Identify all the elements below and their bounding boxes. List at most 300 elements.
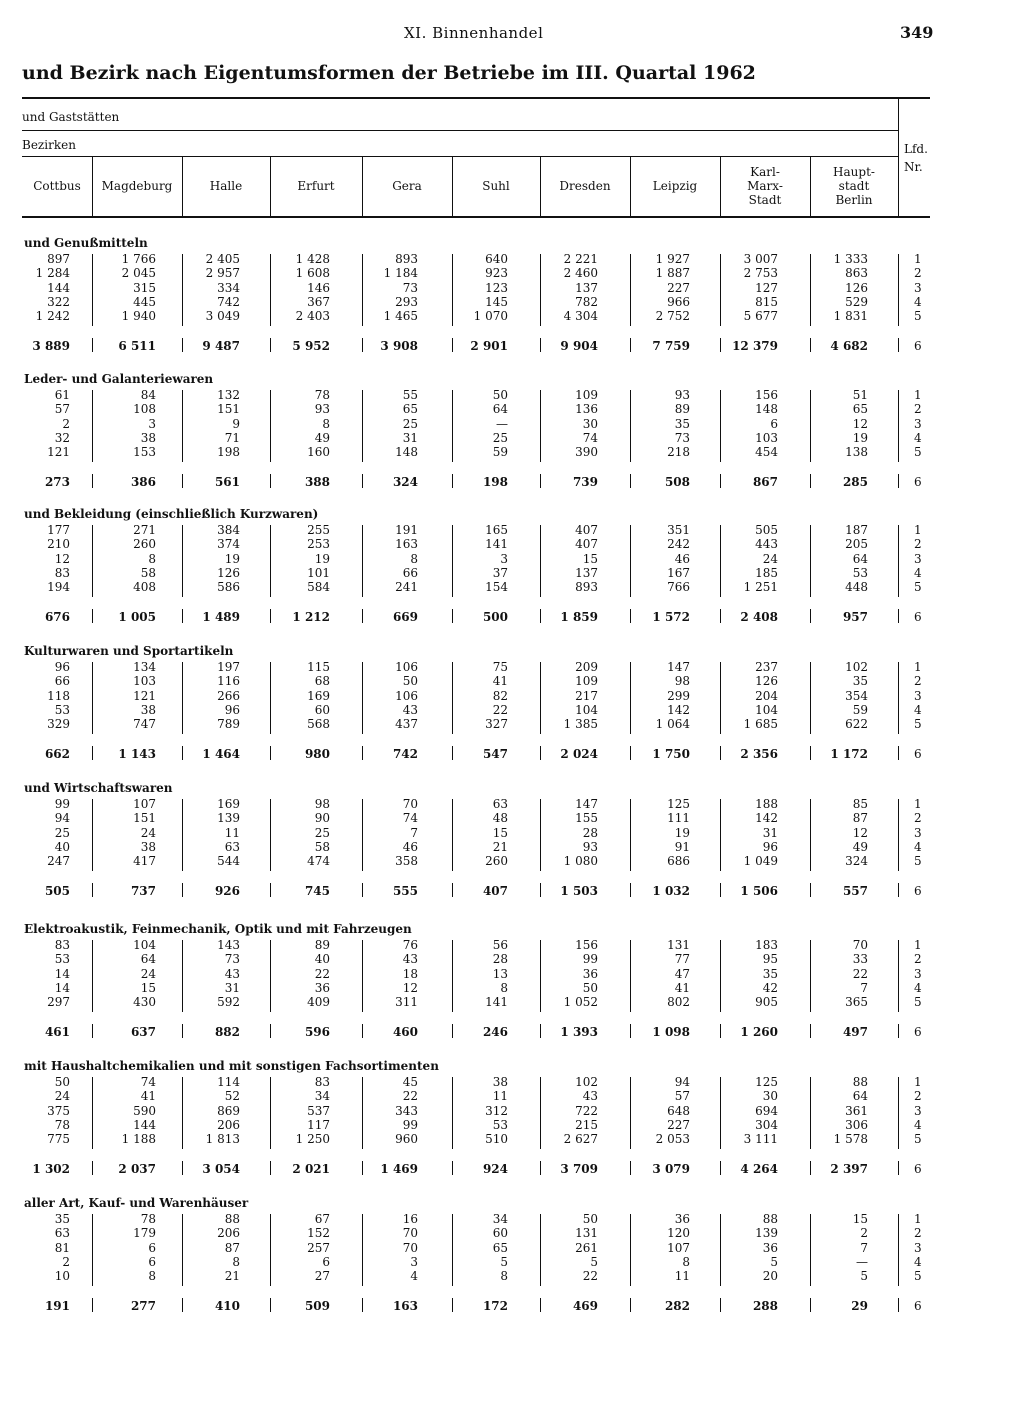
lfd-divider xyxy=(898,609,899,623)
column-divider xyxy=(270,609,271,623)
table-total-cell: 1 032 xyxy=(652,883,690,898)
table-cell: 13 xyxy=(492,966,508,981)
table-cell: 82 xyxy=(492,688,508,703)
column-divider xyxy=(92,1298,93,1312)
column-divider xyxy=(810,1077,811,1149)
table-cell: 70 xyxy=(402,797,418,811)
table-cell: 3 xyxy=(410,1254,418,1269)
table-total-cell: 2 356 xyxy=(740,746,778,761)
table-cell: 30 xyxy=(582,416,598,431)
table-cell: 117 xyxy=(307,1117,330,1132)
column-divider xyxy=(540,254,541,326)
table-cell: 6 xyxy=(322,1254,330,1269)
table-cell: 35 xyxy=(674,416,690,431)
table-cell: 365 xyxy=(845,995,868,1010)
table-cell: 104 xyxy=(133,938,156,952)
table-total-cell: 191 xyxy=(44,1298,70,1313)
table-total-cell: 460 xyxy=(392,1024,418,1039)
table-total-cell: 497 xyxy=(842,1024,868,1039)
table-cell: 384 xyxy=(217,523,240,537)
table-total-cell: 1 005 xyxy=(118,609,156,624)
table-cell: 622 xyxy=(845,717,868,732)
table-cell: 81 xyxy=(54,1240,70,1255)
table-total-cell: 882 xyxy=(214,1024,240,1039)
table-cell: 1 685 xyxy=(743,717,778,732)
header-column-5: Suhl xyxy=(482,179,510,193)
column-divider xyxy=(452,746,453,760)
table-cell: 537 xyxy=(307,1103,330,1118)
table-cell: 445 xyxy=(133,294,156,309)
table-total-cell: 596 xyxy=(304,1024,330,1039)
table-cell: 163 xyxy=(395,537,418,552)
column-divider xyxy=(630,1024,631,1038)
table-cell: 59 xyxy=(852,702,868,717)
table-cell: 227 xyxy=(667,1117,690,1132)
table-cell: 64 xyxy=(852,551,868,566)
table-cell: 103 xyxy=(755,430,778,445)
table-total-cell: 3 709 xyxy=(560,1161,598,1176)
column-divider xyxy=(810,338,811,352)
column-divider xyxy=(630,525,631,597)
lfd-number: 3 xyxy=(914,551,922,566)
column-divider xyxy=(362,799,363,871)
table-cell: 95 xyxy=(762,952,778,967)
table-cell: 96 xyxy=(54,660,70,674)
table-cell: 36 xyxy=(674,1212,690,1226)
table-cell: 204 xyxy=(755,688,778,703)
column-divider xyxy=(540,609,541,623)
table-total-cell: 669 xyxy=(392,609,418,624)
table-cell: 40 xyxy=(54,839,70,854)
table-cell: 390 xyxy=(575,445,598,460)
table-cell: 127 xyxy=(755,280,778,295)
table-cell: 147 xyxy=(667,660,690,674)
running-head: XI. Binnenhandel xyxy=(404,24,544,42)
column-divider xyxy=(810,1161,811,1175)
table-cell: 101 xyxy=(307,565,330,580)
column-divider xyxy=(540,883,541,897)
column-divider xyxy=(720,662,721,734)
header-rule-2 xyxy=(22,130,898,131)
table-cell: 121 xyxy=(47,445,70,460)
table-cell: 121 xyxy=(133,688,156,703)
table-cell: 905 xyxy=(755,995,778,1010)
lfd-number: 6 xyxy=(914,883,922,898)
table-total-cell: 246 xyxy=(482,1024,508,1039)
table-cell: 51 xyxy=(852,388,868,402)
header-column-8: Karl- Marx- Stadt xyxy=(747,165,783,207)
table-cell: — xyxy=(496,416,508,431)
table-cell: 74 xyxy=(402,811,418,826)
header-lfd-label: Lfd. Nr. xyxy=(904,142,928,174)
table-cell: 99 xyxy=(582,952,598,967)
lfd-number: 1 xyxy=(914,660,922,674)
column-divider xyxy=(452,1161,453,1175)
table-cell: 177 xyxy=(47,523,70,537)
lfd-number: 5 xyxy=(914,580,922,595)
table-cell: 260 xyxy=(133,537,156,552)
table-cell: 147 xyxy=(575,797,598,811)
column-divider xyxy=(630,883,631,897)
table-cell: 8 xyxy=(322,416,330,431)
table-cell: 123 xyxy=(485,280,508,295)
table-cell: 103 xyxy=(133,674,156,689)
lfd-number: 4 xyxy=(914,980,922,995)
column-divider xyxy=(810,883,811,897)
column-divider xyxy=(810,474,811,488)
table-cell: 11 xyxy=(224,825,240,840)
column-divider xyxy=(452,1214,453,1286)
table-cell: 43 xyxy=(582,1089,598,1104)
table-cell: 31 xyxy=(762,825,778,840)
table-cell: 7 xyxy=(410,825,418,840)
table-cell: 41 xyxy=(674,980,690,995)
section-title: aller Art, Kauf- und Warenhäuser xyxy=(24,1196,249,1210)
section-title: Leder- und Galanteriewaren xyxy=(24,372,214,386)
table-cell: 179 xyxy=(133,1226,156,1241)
table-cell: 590 xyxy=(133,1103,156,1118)
table-total-cell: 2 408 xyxy=(740,609,778,624)
table-cell: 96 xyxy=(762,839,778,854)
table-cell: 183 xyxy=(755,938,778,952)
column-divider xyxy=(362,474,363,488)
table-cell: 50 xyxy=(492,388,508,402)
table-cell: 1 188 xyxy=(121,1132,156,1147)
column-divider xyxy=(182,474,183,488)
column-divider xyxy=(92,799,93,871)
table-cell: 102 xyxy=(575,1075,598,1089)
table-cell: 3 111 xyxy=(743,1132,778,1147)
lfd-number: 5 xyxy=(914,1269,922,1284)
table-cell: 27 xyxy=(314,1269,330,1284)
lfd-divider xyxy=(898,1024,899,1038)
table-cell: 5 xyxy=(500,1254,508,1269)
column-divider xyxy=(270,746,271,760)
table-total-cell: 7 759 xyxy=(652,338,690,353)
table-total-cell: 2 024 xyxy=(560,746,598,761)
table-cell: 120 xyxy=(667,1226,690,1241)
column-divider xyxy=(540,799,541,871)
table-total-cell: 509 xyxy=(304,1298,330,1313)
table-cell: 152 xyxy=(307,1226,330,1241)
table-cell: 322 xyxy=(47,294,70,309)
lfd-number: 4 xyxy=(914,839,922,854)
table-cell: 106 xyxy=(395,660,418,674)
header-column-1: Magdeburg xyxy=(101,179,173,193)
table-cell: 42 xyxy=(762,980,778,995)
table-cell: 53 xyxy=(852,565,868,580)
table-cell: 197 xyxy=(217,660,240,674)
table-cell: 4 304 xyxy=(563,309,598,324)
table-cell: 2 xyxy=(62,416,70,431)
table-cell: 131 xyxy=(667,938,690,952)
column-divider xyxy=(92,338,93,352)
table-cell: 8 xyxy=(232,1254,240,1269)
column-divider xyxy=(270,1214,271,1286)
column-divider xyxy=(540,1298,541,1312)
table-cell: 24 xyxy=(140,825,156,840)
column-divider xyxy=(182,338,183,352)
table-cell: 747 xyxy=(133,717,156,732)
lfd-number: 2 xyxy=(914,402,922,417)
table-cell: — xyxy=(856,1254,868,1269)
header-rule-3 xyxy=(22,156,898,157)
column-divider xyxy=(362,883,363,897)
table-cell: 116 xyxy=(217,674,240,689)
section-title: und Genußmitteln xyxy=(24,236,148,250)
lfd-divider xyxy=(898,883,899,897)
table-cell: 93 xyxy=(674,388,690,402)
lfd-number: 1 xyxy=(914,523,922,537)
table-cell: 742 xyxy=(217,294,240,309)
column-divider xyxy=(720,1077,721,1149)
lfd-number: 6 xyxy=(914,338,922,353)
table-cell: 143 xyxy=(217,938,240,952)
table-total-cell: 407 xyxy=(482,883,508,898)
table-cell: 144 xyxy=(133,1117,156,1132)
table-total-cell: 4 264 xyxy=(740,1161,778,1176)
table-cell: 71 xyxy=(224,430,240,445)
table-cell: 12 xyxy=(852,825,868,840)
header-column-9: Haupt- stadt Berlin xyxy=(833,165,875,207)
table-total-cell: 637 xyxy=(130,1024,156,1039)
table-cell: 407 xyxy=(575,523,598,537)
table-cell: 115 xyxy=(307,660,330,674)
column-divider xyxy=(362,662,363,734)
column-divider xyxy=(270,1298,271,1312)
table-cell: 55 xyxy=(402,388,418,402)
column-divider xyxy=(92,662,93,734)
table-cell: 38 xyxy=(140,839,156,854)
table-cell: 1 070 xyxy=(473,309,508,324)
table-total-cell: 2 901 xyxy=(470,338,508,353)
table-cell: 144 xyxy=(47,280,70,295)
table-cell: 185 xyxy=(755,565,778,580)
table-total-cell: 461 xyxy=(44,1024,70,1039)
table-cell: 63 xyxy=(224,839,240,854)
table-total-cell: 12 379 xyxy=(732,338,778,353)
section-title: Kulturwaren und Sportartikeln xyxy=(24,644,234,658)
table-cell: 156 xyxy=(575,938,598,952)
column-divider xyxy=(540,1161,541,1175)
table-cell: 38 xyxy=(492,1075,508,1089)
table-cell: 88 xyxy=(852,1075,868,1089)
table-total-cell: 288 xyxy=(752,1298,778,1313)
table-cell: 156 xyxy=(755,388,778,402)
table-cell: 1 766 xyxy=(121,252,156,266)
table-cell: 65 xyxy=(852,402,868,417)
table-cell: 89 xyxy=(314,938,330,952)
column-divider xyxy=(452,390,453,462)
table-cell: 407 xyxy=(575,537,598,552)
lfd-number: 4 xyxy=(914,294,922,309)
table-cell: 142 xyxy=(667,702,690,717)
table-cell: 151 xyxy=(217,402,240,417)
table-cell: 241 xyxy=(395,580,418,595)
table-cell: 304 xyxy=(755,1117,778,1132)
column-divider xyxy=(92,474,93,488)
table-cell: 8 xyxy=(148,1269,156,1284)
table-cell: 151 xyxy=(133,811,156,826)
table-total-cell: 980 xyxy=(304,746,330,761)
column-divider xyxy=(720,1214,721,1286)
table-total-cell: 282 xyxy=(664,1298,690,1313)
column-divider xyxy=(810,1214,811,1286)
table-cell: 247 xyxy=(47,854,70,869)
table-cell: 15 xyxy=(492,825,508,840)
table-cell: 43 xyxy=(402,702,418,717)
column-divider xyxy=(270,338,271,352)
column-divider xyxy=(720,1024,721,1038)
table-total-cell: 386 xyxy=(130,474,156,489)
table-total-cell: 1 464 xyxy=(202,746,240,761)
column-divider xyxy=(182,390,183,462)
table-cell: 37 xyxy=(492,565,508,580)
table-cell: 1 813 xyxy=(205,1132,240,1147)
table-cell: 41 xyxy=(492,674,508,689)
table-cell: 694 xyxy=(755,1103,778,1118)
table-total-cell: 1 098 xyxy=(652,1024,690,1039)
table-cell: 206 xyxy=(217,1226,240,1241)
column-divider xyxy=(810,254,811,326)
column-divider xyxy=(720,799,721,871)
table-cell: 454 xyxy=(755,445,778,460)
column-divider xyxy=(720,254,721,326)
table-cell: 52 xyxy=(224,1089,240,1104)
table-cell: 417 xyxy=(133,854,156,869)
table-cell: 63 xyxy=(492,797,508,811)
table-cell: 33 xyxy=(852,952,868,967)
table-total-cell: 5 952 xyxy=(292,338,330,353)
section-title: und Wirtschaftswaren xyxy=(24,781,173,795)
table-cell: 94 xyxy=(674,1075,690,1089)
table-cell: 73 xyxy=(674,430,690,445)
table-cell: 134 xyxy=(133,660,156,674)
column-divider xyxy=(362,338,363,352)
table-cell: 297 xyxy=(47,995,70,1010)
table-cell: 191 xyxy=(395,523,418,537)
table-cell: 261 xyxy=(575,1240,598,1255)
column-divider xyxy=(630,474,631,488)
table-cell: 64 xyxy=(492,402,508,417)
column-divider xyxy=(810,746,811,760)
table-cell: 88 xyxy=(762,1212,778,1226)
table-cell: 25 xyxy=(314,825,330,840)
table-cell: 209 xyxy=(575,660,598,674)
column-divider xyxy=(182,1161,183,1175)
table-cell: 45 xyxy=(402,1075,418,1089)
column-divider xyxy=(182,1024,183,1038)
table-cell: 70 xyxy=(402,1226,418,1241)
column-divider xyxy=(270,1024,271,1038)
table-cell: 8 xyxy=(500,980,508,995)
table-cell: 8 xyxy=(410,551,418,566)
table-cell: 65 xyxy=(402,402,418,417)
column-divider xyxy=(630,940,631,1012)
table-cell: 1 608 xyxy=(295,266,330,281)
column-divider xyxy=(452,1024,453,1038)
header-vrule-lfd xyxy=(898,97,899,217)
lfd-divider xyxy=(898,1298,899,1312)
header-column-2: Halle xyxy=(209,179,243,193)
table-cell: 206 xyxy=(217,1117,240,1132)
column-divider xyxy=(92,1077,93,1149)
table-total-cell: 505 xyxy=(44,883,70,898)
lfd-number: 5 xyxy=(914,995,922,1010)
table-cell: 22 xyxy=(492,702,508,717)
table-cell: 266 xyxy=(217,688,240,703)
column-divider xyxy=(362,390,363,462)
header-bezirke-label: Bezirken xyxy=(22,138,76,152)
table-cell: 38 xyxy=(140,702,156,717)
column-divider xyxy=(452,1298,453,1312)
lfd-number: 3 xyxy=(914,280,922,295)
section-title: Elektroakustik, Feinmechanik, Optik und mit Fahrzeugen xyxy=(24,922,412,936)
table-cell: 227 xyxy=(667,280,690,295)
table-cell: 205 xyxy=(845,537,868,552)
table-cell: 74 xyxy=(582,430,598,445)
table-cell: 299 xyxy=(667,688,690,703)
column-divider xyxy=(270,799,271,871)
table-cell: 22 xyxy=(582,1269,598,1284)
column-divider xyxy=(92,390,93,462)
table-cell: 136 xyxy=(575,402,598,417)
table-cell: 863 xyxy=(845,266,868,281)
table-cell: 73 xyxy=(402,280,418,295)
table-cell: 160 xyxy=(307,445,330,460)
table-cell: 893 xyxy=(395,252,418,266)
lfd-number: 3 xyxy=(914,1240,922,1255)
table-cell: 8 xyxy=(148,551,156,566)
page-title: und Bezirk nach Eigentumsformen der Betriebe im III. Quartal 1962 xyxy=(22,62,756,84)
table-cell: 58 xyxy=(314,839,330,854)
table-cell: 408 xyxy=(133,580,156,595)
table-total-cell: 2 037 xyxy=(118,1161,156,1176)
table-cell: 145 xyxy=(485,294,508,309)
lfd-number: 3 xyxy=(914,416,922,431)
column-divider xyxy=(810,799,811,871)
lfd-number: 6 xyxy=(914,609,922,624)
table-cell: 592 xyxy=(217,995,240,1010)
column-divider xyxy=(182,799,183,871)
table-total-cell: 1 859 xyxy=(560,609,598,624)
table-cell: 2 221 xyxy=(563,252,598,266)
table-total-cell: 867 xyxy=(752,474,778,489)
table-cell: 1 385 xyxy=(563,717,598,732)
table-cell: 104 xyxy=(575,702,598,717)
table-cell: 374 xyxy=(217,537,240,552)
table-cell: 2 752 xyxy=(655,309,690,324)
table-total-cell: 469 xyxy=(572,1298,598,1313)
table-total-cell: 163 xyxy=(392,1298,418,1313)
column-divider xyxy=(182,883,183,897)
table-cell: 6 xyxy=(148,1240,156,1255)
table-cell: 53 xyxy=(492,1117,508,1132)
column-divider xyxy=(630,390,631,462)
lfd-number: 2 xyxy=(914,674,922,689)
table-total-cell: 1 172 xyxy=(830,746,868,761)
column-divider xyxy=(630,338,631,352)
lfd-number: 3 xyxy=(914,688,922,703)
table-cell: 315 xyxy=(133,280,156,295)
table-cell: 53 xyxy=(54,952,70,967)
column-divider xyxy=(452,474,453,488)
table-cell: 57 xyxy=(674,1089,690,1104)
table-cell: 34 xyxy=(314,1089,330,1104)
table-cell: 70 xyxy=(852,938,868,952)
lfd-divider xyxy=(898,474,899,488)
table-cell: 198 xyxy=(217,445,240,460)
